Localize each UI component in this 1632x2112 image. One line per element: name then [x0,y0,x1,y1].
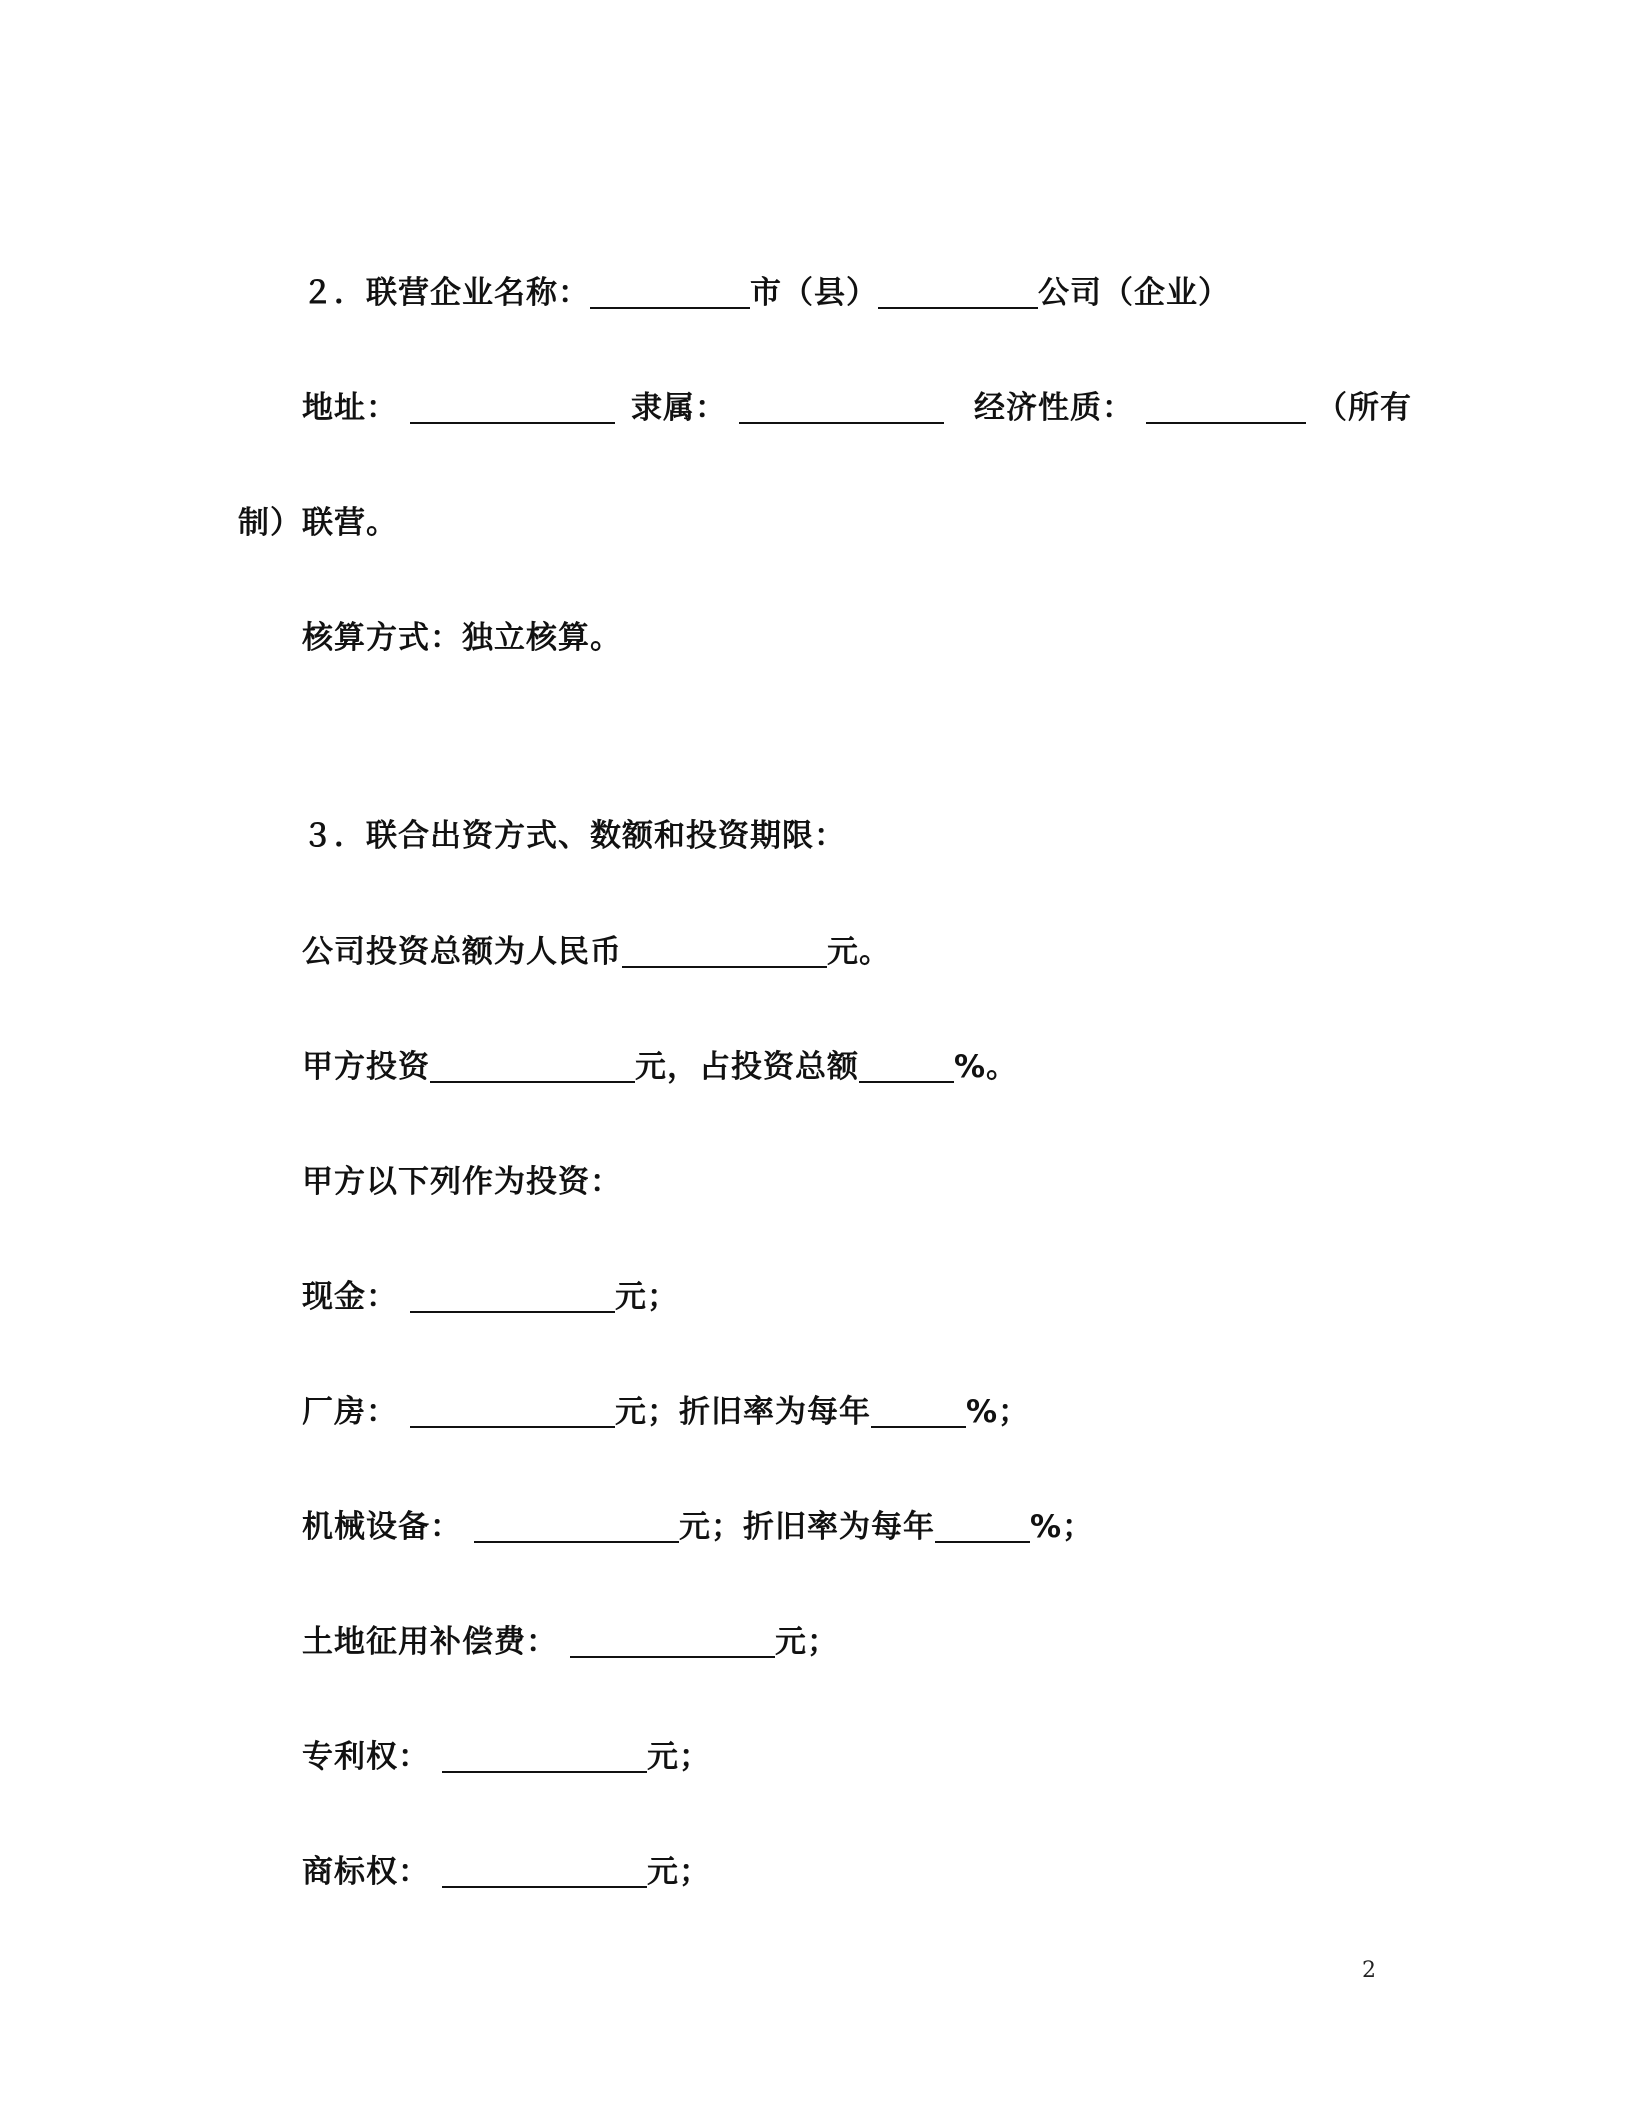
nature-blank[interactable] [1146,394,1306,424]
land-compensation-blank[interactable] [570,1628,775,1658]
cash-line: 现金： 元； [302,1279,679,1315]
plant-line: 厂房： 元；折旧率为每年 %； [302,1394,1031,1430]
party-a-investment: 甲方投资 元，占投资总额 %。 [302,1049,1019,1085]
cash-blank[interactable] [410,1283,615,1313]
city-blank[interactable] [590,279,750,309]
land-compensation-line: 土地征用补偿费： 元； [302,1624,839,1660]
party-a-amount-blank[interactable] [430,1053,635,1083]
nature-continuation: 制）联营。 [238,505,398,541]
total-investment: 公司投资总额为人民币 元。 [302,934,891,970]
address-line: 地址： 隶属： 经济性质： （所有 [302,390,1412,426]
section2-heading: ２．联营企业名称： 市（县） 公司（企业） [302,275,1230,311]
plant-depreciation-blank[interactable] [871,1398,966,1428]
trademark-blank[interactable] [442,1858,647,1888]
total-amount-blank[interactable] [622,938,827,968]
patent-line: 专利权： 元； [302,1739,711,1775]
affiliation-blank[interactable] [739,394,944,424]
plant-blank[interactable] [410,1398,615,1428]
patent-blank[interactable] [442,1743,647,1773]
address-blank[interactable] [410,394,615,424]
equipment-blank[interactable] [474,1513,679,1543]
page-number: 2 [1362,1958,1376,1983]
company-blank[interactable] [878,279,1038,309]
equipment-depreciation-blank[interactable] [935,1513,1030,1543]
equipment-line: 机械设备： 元；折旧率为每年 %； [302,1509,1095,1545]
party-a-percent-blank[interactable] [859,1053,954,1083]
party-a-items-label: 甲方以下列作为投资： [302,1164,622,1200]
accounting-method: 核算方式：独立核算。 [302,620,622,656]
trademark-line: 商标权： 元； [302,1854,711,1890]
section3-heading: ３．联合出资方式、数额和投资期限： [302,818,846,854]
